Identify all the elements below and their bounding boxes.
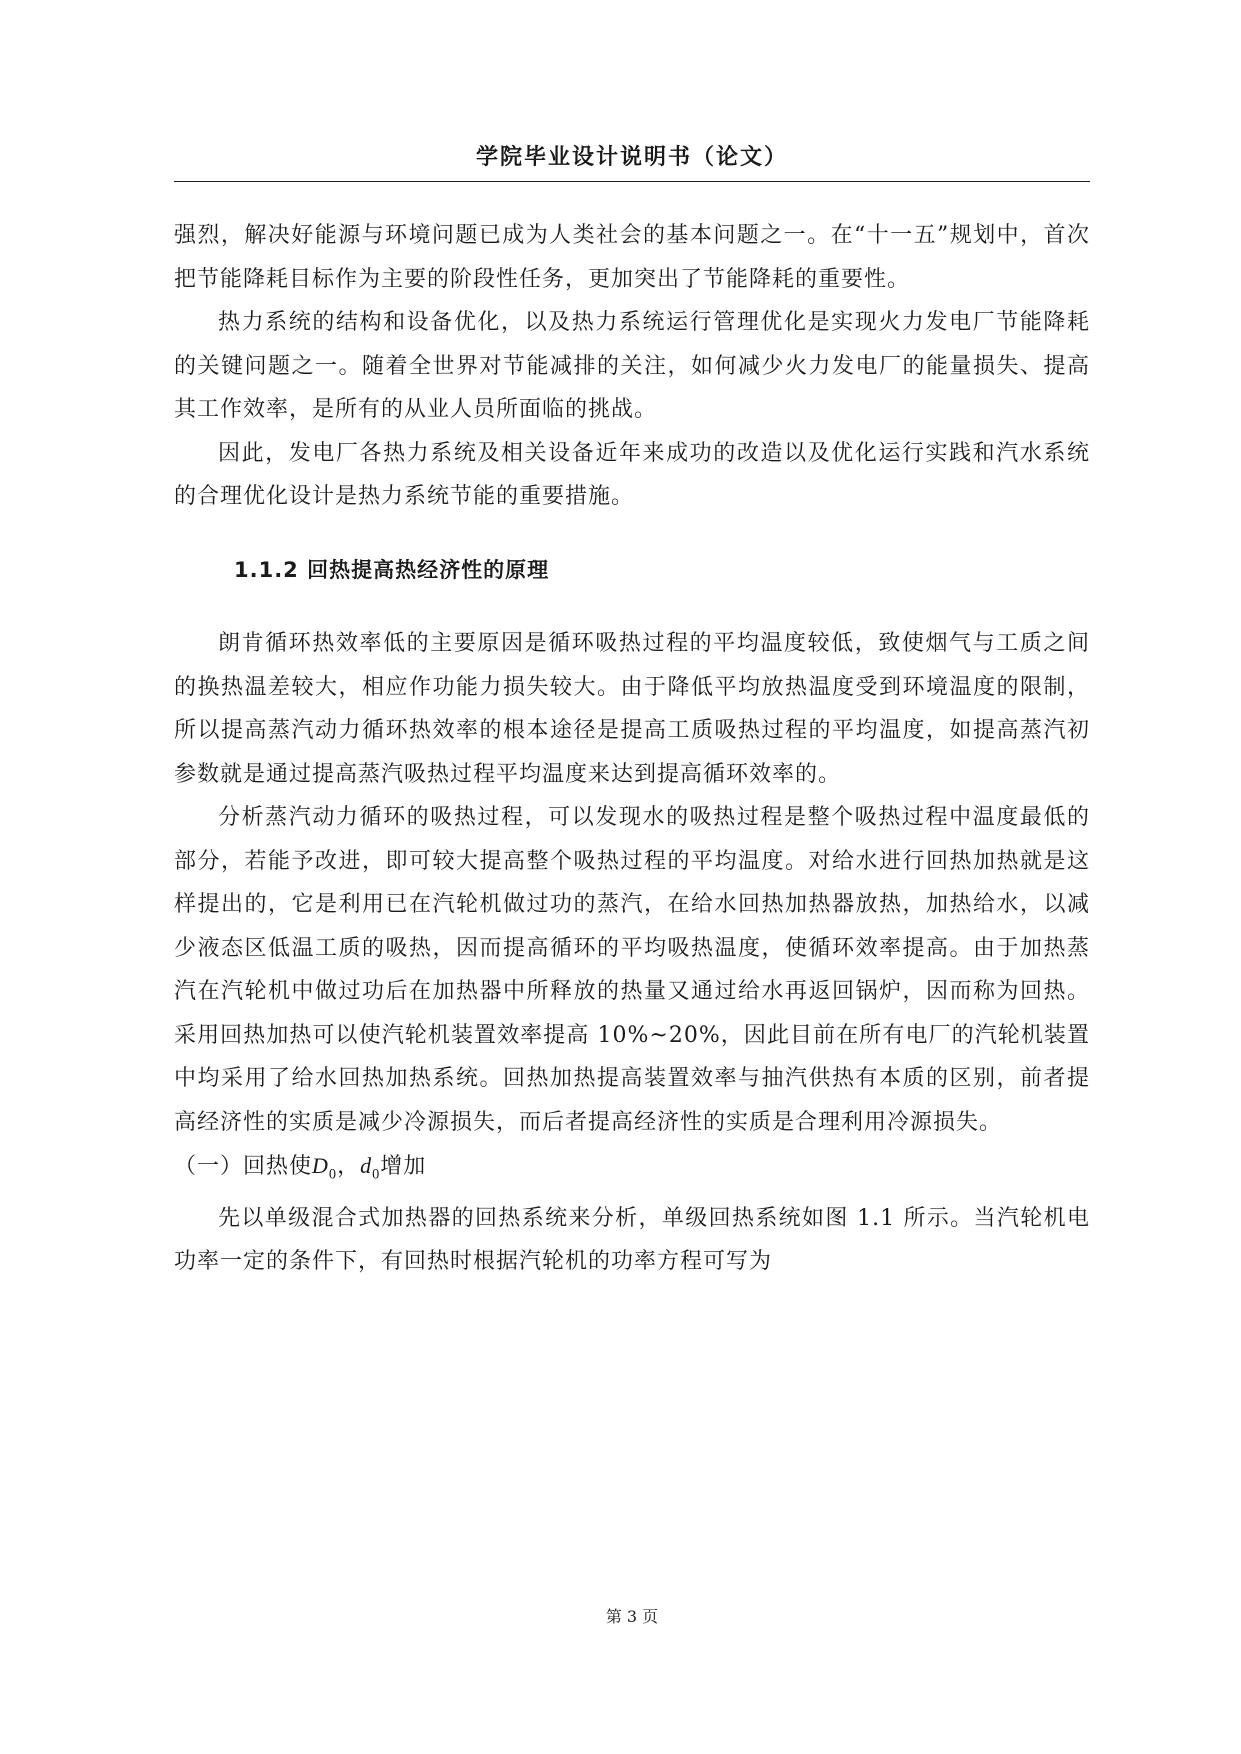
math-var-d0: $d_0$ [360, 1153, 381, 1183]
subheading [174, 1144, 1090, 1197]
paragraph-3: 因此，发电厂各热力系统及相关设备近年来成功的改造以及优化运行实践和汽水系统的合理优化设计是热力系统节能的重要措施。 [174, 440, 1090, 509]
subheading-suffix: 增加 [380, 1154, 427, 1179]
header-divider [174, 181, 1090, 182]
page-header-title: 学院毕业设计说明书（论文） [475, 145, 788, 170]
page-number: 第 3 页 [605, 1607, 659, 1626]
paragraph-1: 强烈，解决好能源与环境问题已成为人类社会的基本问题之一。在“十一五”规划中，首次把节能降耗目标作为主要的阶段性任务，更加突出了节能降耗的重要性。 [174, 223, 1090, 292]
subheading-separator: ， [337, 1154, 361, 1179]
paragraph-6: 先以单级混合式加热器的回热系统来分析，单级回热系统如图 1.1 所示。当汽轮机电功率一定的条件下，有回热时根据汽轮机的功率方程可写为 [174, 1205, 1090, 1275]
paragraph-2: 热力系统的结构和设备优化，以及热力系统运行管理优化是实现火力发电厂节能降耗的关键问题之一。随着全世界对节能减排的关注，如何减少火力发电厂的能量损失、提高其工作效率，是所有的从业人员所面临的挑战。 [174, 310, 1090, 422]
math-var-D0: $D_0$ [312, 1153, 338, 1183]
document-body [174, 214, 1090, 1284]
paragraph-4: 朗肯循环热效率低的主要原因是循环吸热过程的平均温度较低，致使烟气与工质之间的换热温差较大，相应作功能力损失较大。由于降低平均放热温度受到环境温度的限制，所以提高蒸汽动力循环热效率的根本途径是提高工质吸热过程的平均温度，如提高蒸汽初参数就是通过提高蒸汽吸热过程平均温度来达到提高循环效率的。 [174, 631, 1090, 787]
section-heading: 1.1.2 回热提高热经济性的原理 [234, 557, 550, 582]
subheading-prefix: （一）回热使 [174, 1154, 313, 1179]
paragraph-5: 分析蒸汽动力循环的吸热过程，可以发现水的吸热过程是整个吸热过程中温度最低的部分，若能予改进，即可较大提高整个吸热过程的平均温度。对给水进行回热加热就是这样提出的，它是利用已在汽轮机做过功的蒸汽，在给水回热加热器放热，加热给水，以减少液态区低温工质的吸热，因而提高循环的平均吸热温度，使循环效率提高。由于加热蒸汽在汽轮机中做过功后在加热器中所释放的热量又通过给水再返回锅炉，因而称为回热。采用回热加热可以使汽轮机装置效率提高 10%~20%，因此目前在所有电厂的汽轮机装置中均采用了给水回热加热系统。回热加热提高装置效率与抽汽供热有本质的区别，前者提高经济性的实质是减少冷源损失，而后者提高经济性的实质是合理利用冷源损失。 [174, 805, 1090, 1135]
